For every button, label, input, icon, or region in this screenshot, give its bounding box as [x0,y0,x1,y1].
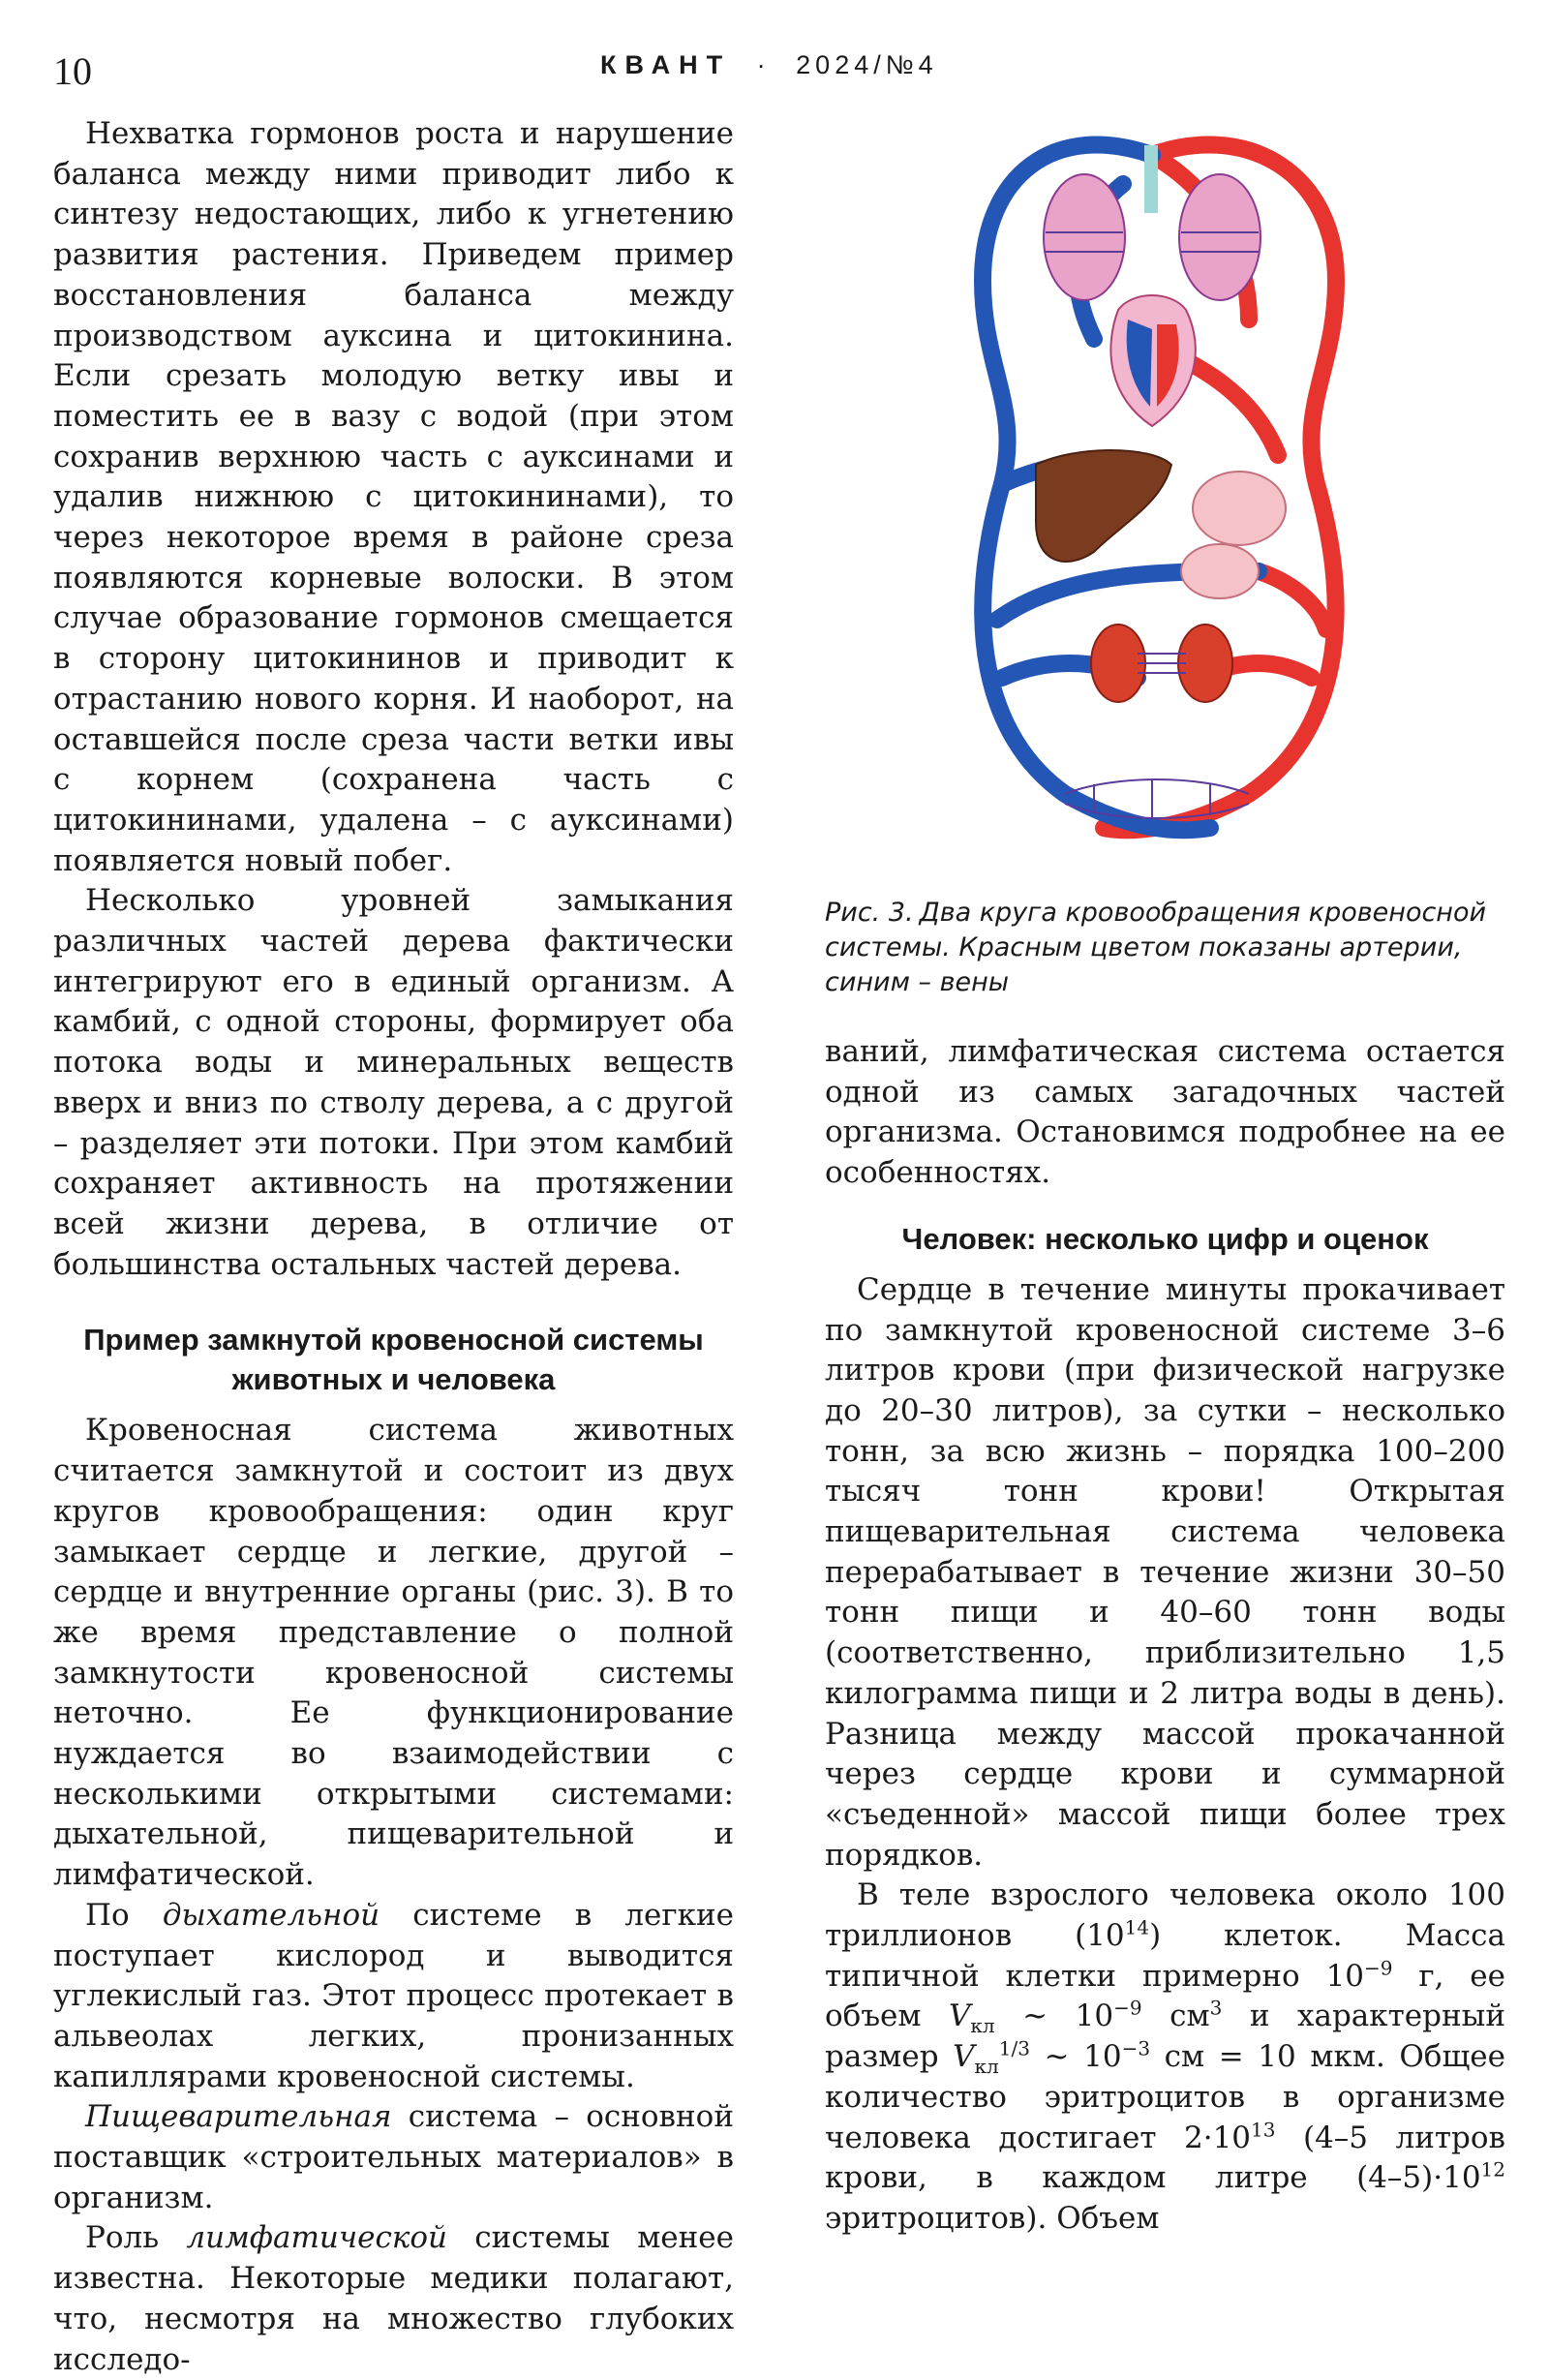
right-lung [1179,174,1260,300]
paragraph: ваний, лимфатическая система остается одной из самых загадочных частей организма. Остановимся подробнее на ее особенностях. [825,1034,1505,1191]
emphasis: Пищеварительная [85,2099,392,2135]
journal-name: КВАНТ [600,50,732,79]
liver [1036,450,1171,562]
intestines [1181,544,1259,598]
right-column [825,1032,1505,2240]
paragraph: Несколько уровней замыкания различных частей дерева фактически интегрируют его в единый организм. А камбий, с одной стороны, формирует оба потока воды и минеральных веществ вверх и вниз по стволу дерева, а с другой – разделяет эти потоки. При этом камбий сохраняет активность на протяжении всей жизни дерева, в отличие от большинства остальных частей дерева. [53,883,734,1282]
artery-vessel [1259,571,1326,629]
right-kidney [1178,625,1232,702]
paragraph: Кровеносная система животных считается замкнутой и состоит из двух кругов кровообращения: один круг замыкает сердце и легкие, другой – сердце и внутренние органы (рис. 3). В то же время представление о полной замкнутости кровеносной системы неточно. Ее функционирование нуждается во взаимодействии с несколькими открытыми системами: дыхательной, пищеварительной и лимфатической. [53,1413,734,1893]
masthead-separator: · [756,50,771,79]
section-heading: Человек: несколько цифр и оценок [901,1221,1429,1256]
figure-label: Рис. 3. [825,898,914,928]
left-kidney [1091,625,1145,702]
circulatory-system-figure [929,116,1384,871]
figure-caption [825,896,1505,1000]
paragraph: В теле взрослого человека около 100 триллионов $(10^{14})$ клеток. Масса типичной клетки примерно $10^{-9}$ г, ее объем $V_{кл}$ ~ $10^{-9}$ $см^3$ и характерный размер $V_{кл}^{1/3}$ ~ $10^{-3}$ см = 10 мкм. Общее количество эритроцитов в организме человека достигает $2\cdot 10^{13}$ (4–5 литров крови, в каждом литре $(4-5)\cdot 10^{12}$ эритроцитов). Объем [825,1877,1506,2236]
figure-caption-text: Два круга кровообращения кровеносной системы. Красным цветом показаны артерии, синим – вены [825,898,1487,997]
emphasis: лимфатической [186,2220,448,2256]
paragraph: Пищеварительная система – основной поставщик «строительных материалов» в организм. [53,2099,734,2215]
emphasis: дыхательной [162,1897,380,1933]
journal-masthead [600,50,938,80]
page-number: 10 [53,49,92,93]
paragraph: Сердце в течение минуты прокачивает по замкнутой кровеносной системе 3–6 литров крови (при физической нагрузке до 20–30 литров), за сутки – несколько тонн, за всю жизнь – порядка 100–200 тысяч тонн крови! Открытая пищеварительная система человека перерабатывает в течение жизни 30–50 тонн пищи и 40–60 тонн воды (соответственно, приблизительно 1,5 килограмма пищи и 2 литра воды в день). Разница между массой прокачанной через сердце крови и суммарной «съеденной» массой пищи более трех порядков. [825,1271,1505,1873]
paragraph: Нехватка гормонов роста и нарушение баланса между ними приводит либо к синтезу недостающих, либо к угнетению развития растения. Приведем пример восстановления баланса между производством ауксина и цитокинина. Если срезать молодую ветку ивы и поместить ее в вазу с водой (при этом сохранив верхнюю часть с ауксинами и удалив нижнюю с цитокининами), то через некоторое время в районе среза появляются корневые волоски. В этом случае образование гормонов смещается в сторону цитокининов и приводит к отрастанию нового корня. И наоборот, на оставшейся после среза части ветки ивы с корнем (сохранена часть с цитокининами, удалена – с ауксинами) появляется новый побег. [53,116,734,878]
heart [1110,295,1195,426]
left-column [53,114,734,2380]
paragraph: Роль лимфатической системы менее известна. Некоторые медики полагают, что, несмотря на множество глубоких исследо- [53,2220,735,2377]
journal-issue: 2024/№4 [796,50,938,79]
left-lung [1044,174,1125,300]
section-heading: Пример замкнутой кровеносной системы животных и человека [83,1323,704,1397]
trachea [1144,145,1158,213]
artery-vessel [1181,358,1278,455]
page-header [0,39,1549,97]
paragraph: По дыхательной системе в легкие поступает кислород и выводится углекислый газ. Этот процесс протекает в альвеолах легких, пронизанных капиллярами кровеносной системы. [53,1897,734,2094]
stomach [1193,472,1286,545]
